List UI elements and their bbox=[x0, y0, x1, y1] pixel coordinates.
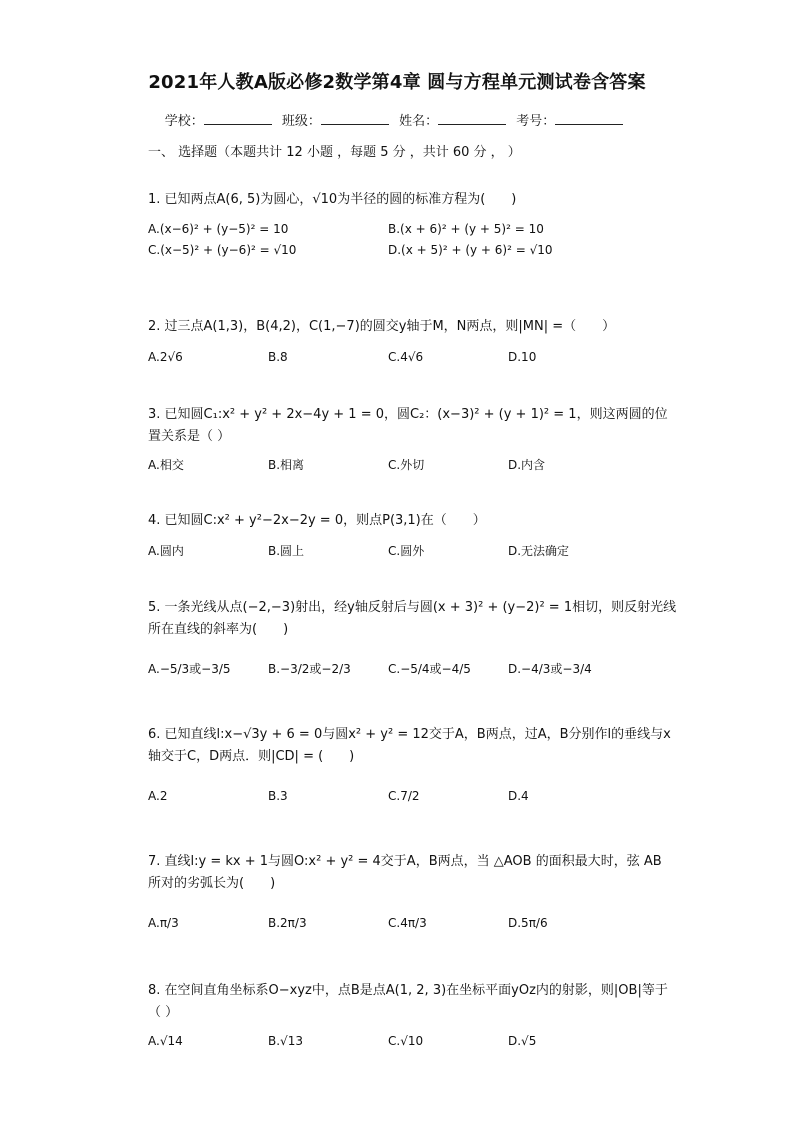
option-d: D.无法确定 bbox=[508, 544, 570, 558]
question-stem: 2. 过三点A(1,3)，B(4,2)，C(1,−7)的圆交y轴于M，N两点，则|MN| =（ ） bbox=[148, 319, 616, 334]
question-stem: 4. 已知圆C:x² + y²−2x−2y = 0，则点P(3,1)在（ ） bbox=[148, 513, 486, 528]
option-a: A.π/3 bbox=[148, 916, 179, 930]
option-b: B.圆上 bbox=[268, 544, 305, 558]
option-b: B.相离 bbox=[268, 458, 305, 472]
option-b: B.3 bbox=[268, 789, 288, 803]
option-c: C.外切 bbox=[388, 458, 425, 472]
option-d: D.10 bbox=[508, 350, 537, 364]
question-stem: 1. 已知两点A(6, 5)为圆心，√10为半径的圆的标准方程为( ) bbox=[148, 192, 517, 207]
option-d: D.−4/3或−3/4 bbox=[508, 662, 592, 676]
option-c: C.4√6 bbox=[388, 350, 424, 364]
option-a: A.2√6 bbox=[148, 350, 183, 364]
school-label: 学校： bbox=[164, 114, 204, 129]
option-c: C.7/2 bbox=[388, 789, 420, 803]
question-stem: 3. 已知圆C₁:x² + y² + 2x−4y + 1 = 0，圆C₂：(x−3)² + (y + 1)² = 1，则这两圆的位置关系是（ ） bbox=[148, 407, 668, 444]
option-a: A.(x−6)² + (y−5)² = 10 bbox=[148, 222, 289, 236]
option-c: C.圆外 bbox=[388, 544, 425, 558]
option-d: D.4 bbox=[508, 789, 529, 803]
option-b: B.8 bbox=[268, 350, 288, 364]
option-b: B.−3/2或−2/3 bbox=[268, 662, 351, 676]
question-stem: 5. 一条光线从点(−2,−3)射出，经y轴反射后与圆(x + 3)² + (y−2)² = 1相切，则反射光线所在直线的斜率为( ) bbox=[148, 600, 677, 637]
option-c: C.4π/3 bbox=[388, 916, 427, 930]
exam-no-blank[interactable] bbox=[555, 112, 623, 125]
option-b: B.(x + 6)² + (y + 5)² = 10 bbox=[388, 222, 544, 236]
option-c: C.−5/4或−4/5 bbox=[388, 662, 471, 676]
question-stem: 7. 直线l:y = kx + 1与圆O:x² + y² = 4交于A，B两点，当 △AOB 的面积最大时，弦 AB 所对的劣弧长为( ) bbox=[148, 854, 662, 891]
option-d: D.√5 bbox=[508, 1034, 537, 1048]
school-blank[interactable] bbox=[204, 112, 272, 125]
question-stem: 8. 在空间直角坐标系O−xyz中，点B是点A(1, 2, 3)在坐标平面yOz内的射影，则|OB|等于（ ） bbox=[148, 983, 668, 1020]
option-b: B.2π/3 bbox=[268, 916, 307, 930]
page-title: 2021年人教A版必修2数学第4章 圆与方程单元测试卷含答案 bbox=[148, 72, 646, 93]
option-a: A.−5/3或−3/5 bbox=[148, 662, 231, 676]
option-a: A.相交 bbox=[148, 458, 184, 472]
option-d: D.5π/6 bbox=[508, 916, 548, 930]
option-a: A.圆内 bbox=[148, 544, 184, 558]
option-a: A.√14 bbox=[148, 1034, 183, 1048]
option-b: B.√13 bbox=[268, 1034, 303, 1048]
student-info-line bbox=[0, 110, 794, 129]
class-blank[interactable] bbox=[321, 112, 389, 125]
option-d: D.内含 bbox=[508, 458, 546, 472]
option-d: D.(x + 5)² + (y + 6)² = √10 bbox=[388, 243, 553, 257]
option-a: A.2 bbox=[148, 789, 168, 803]
exam-no-label: 考号： bbox=[516, 114, 556, 129]
section-heading: 一、 选择题（本题共计 12 小题 ，每题 5 分 ，共计 60 分 ， ） bbox=[148, 145, 521, 160]
option-c: C.(x−5)² + (y−6)² = √10 bbox=[148, 243, 297, 257]
name-label: 姓名： bbox=[399, 114, 439, 129]
class-label: 班级： bbox=[281, 114, 321, 129]
name-blank[interactable] bbox=[438, 112, 506, 125]
question-stem: 6. 已知直线l:x−√3y + 6 = 0与圆x² + y² = 12交于A，B两点，过A，B分别作l的垂线与x轴交于C，D两点．则|CD| = ( ) bbox=[148, 727, 671, 764]
option-c: C.√10 bbox=[388, 1034, 424, 1048]
